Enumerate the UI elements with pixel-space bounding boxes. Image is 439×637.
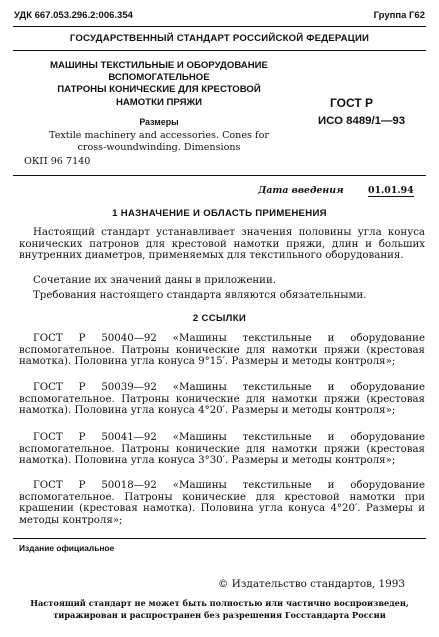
notice-line: тиражирован и распространен без разрешения Госстандарта России	[53, 609, 386, 620]
english-title-line: cross-woundwinding. Dimensions	[77, 141, 241, 153]
reproduction-notice	[13, 598, 426, 621]
reference-item: ГОСТ Р 50040—92 «Машины текстильные и оборудование вспомогательное. Патроны конические для намотки пряжи (крестовая намотка). Половина угла конуса 9°15′. Размеры и методы контроля»;	[19, 333, 425, 368]
section-1-paragraph: Требования настоящего стандарта являются обязательными.	[33, 290, 367, 301]
title-line: НАМОТКИ ПРЯЖИ	[115, 96, 203, 108]
section-1-paragraph: Настоящий стандарт устанавливает значения половины угла конуса конических патронов для крестовой намотки пряжи, длин и больших внутренних диаметров, применяемых для текстильного оборудования.	[19, 227, 425, 262]
effective-date-label: Дата введения	[258, 185, 344, 196]
title-subtitle: Размеры	[139, 117, 179, 127]
iso-number: ИСО 8489/1—93	[318, 115, 406, 127]
official-edition-label: Издание официальное	[19, 543, 115, 553]
section-1-paragraph: Сочетание их значений даны в приложении.	[33, 275, 276, 286]
effective-date: 01.01.94	[368, 185, 414, 196]
footer-rule	[13, 538, 426, 539]
section-2-heading: 2 ССЫЛКИ	[192, 313, 247, 324]
udk-code: УДК 667.053.296.2:006.354	[14, 10, 133, 21]
notice-line: Настоящий стандарт не может быть полностью или частично воспроизведен,	[30, 598, 409, 608]
title-line: ПАТРОНЫ КОНИЧЕСКИЕ ДЛЯ КРЕСТОВОЙ	[57, 84, 261, 96]
title-rule	[13, 175, 426, 176]
group-code: Группа Г62	[373, 10, 425, 21]
state-standard-label: ГОСУДАРСТВЕННЫЙ СТАНДАРТ РОССИЙСКОЙ ФЕДЕРАЦИИ	[69, 33, 370, 44]
header-rule-2	[13, 50, 426, 51]
title-line: ВСПОМОГАТЕЛЬНОЕ	[108, 72, 210, 84]
okp-code: ОКП 96 7140	[24, 156, 91, 167]
header-rule	[13, 26, 426, 27]
section-1-heading: 1 НАЗНАЧЕНИЕ И ОБЛАСТЬ ПРИМЕНЕНИЯ	[112, 208, 327, 219]
reference-item: ГОСТ Р 50041—92 «Машины текстильные и оборудование вспомогательное. Патроны конические для намотки пряжи (крестовая намотка). Половина угла конуса 3°30′. Размеры и методы контроля»;	[19, 432, 425, 467]
reference-item: ГОСТ Р 50018—92 «Машины текстильные и оборудование вспомогательное. Патроны конические для крестовой намотки при крашении (крестовая намотка). Половина угла конуса 4°20′. Размеры и методы контроля»;	[19, 480, 425, 527]
standard-title	[14, 60, 304, 109]
title-line: МАШИНЫ ТЕКСТИЛЬНЫЕ И ОБОРУДОВАНИЕ	[50, 60, 268, 71]
gost-label: ГОСТ Р	[330, 96, 374, 110]
english-title-line: Textile machinery and accessories. Cones for	[49, 130, 269, 141]
english-title	[14, 130, 304, 153]
reference-item: ГОСТ Р 50039—92 «Машины текстильные и оборудование вспомогательное. Патроны конические для намотки пряжи (крестовая намотка). Половина угла конуса 4°20′. Размеры и методы контроля»;	[19, 382, 425, 417]
publisher-copyright: © Издательство стандартов, 1993	[218, 578, 405, 590]
